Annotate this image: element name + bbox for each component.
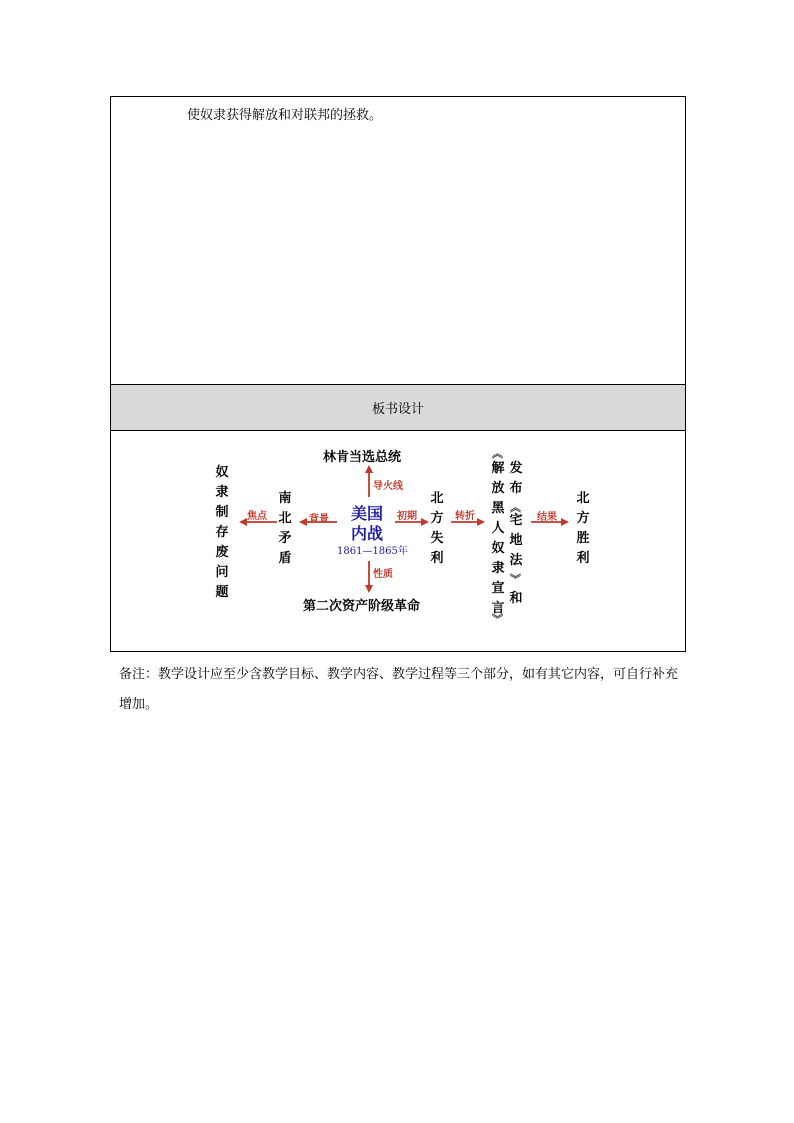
left-node: 南北矛盾: [278, 491, 292, 566]
content-text: 使奴隶获得解放和对联邦的拯救。: [187, 108, 383, 123]
left-label-background: 背景: [309, 514, 329, 525]
bottom-node: 第二次资产阶级革命: [303, 599, 421, 614]
center-years: 1861—1865年: [337, 546, 408, 557]
homestead-act: 宅 地 法: [509, 513, 523, 568]
center-title-line1: 美国: [351, 504, 384, 523]
board-design-cell: [111, 431, 685, 651]
emancipation-proclamation: 解放黑人奴隶宣言: [491, 461, 505, 616]
north-victory-node: 北方胜利: [576, 491, 590, 566]
bottom-label: 性质: [373, 569, 393, 580]
emancipation-col2-top: [508, 459, 524, 499]
section-header: 板书设计: [371, 402, 424, 417]
lesson-plan-table: [110, 96, 686, 652]
close-bracket-2: ︾: [510, 573, 521, 586]
right-label-initial: 初期: [397, 511, 417, 522]
open-bracket-2: ︽: [510, 501, 521, 514]
far-left-node: 奴隶制存废问题: [215, 465, 229, 600]
left-label-focus: 焦点: [247, 511, 267, 522]
result-label: 结果: [537, 512, 557, 523]
top-label: 导火线: [373, 481, 403, 492]
turn-label: 转折: [455, 511, 475, 522]
open-bracket-1: ︽: [492, 447, 503, 460]
footnote: 备注：教学设计应至少含教学目标、教学内容、教学过程等三个部分，如有其它内容，可自行补充增加。: [119, 667, 679, 712]
and-char: 和: [509, 591, 523, 606]
close-bracket-1: ︾: [492, 613, 503, 626]
content-cell: [111, 97, 685, 385]
center-title-line2: 内战: [351, 524, 384, 543]
emancipation-col2-text: 发布: [509, 461, 523, 496]
section-header-row: [111, 385, 685, 431]
top-node: 林肯当选总统: [323, 450, 402, 465]
board-diagram: [111, 431, 685, 651]
north-loss-node: 北方失利: [430, 491, 444, 566]
